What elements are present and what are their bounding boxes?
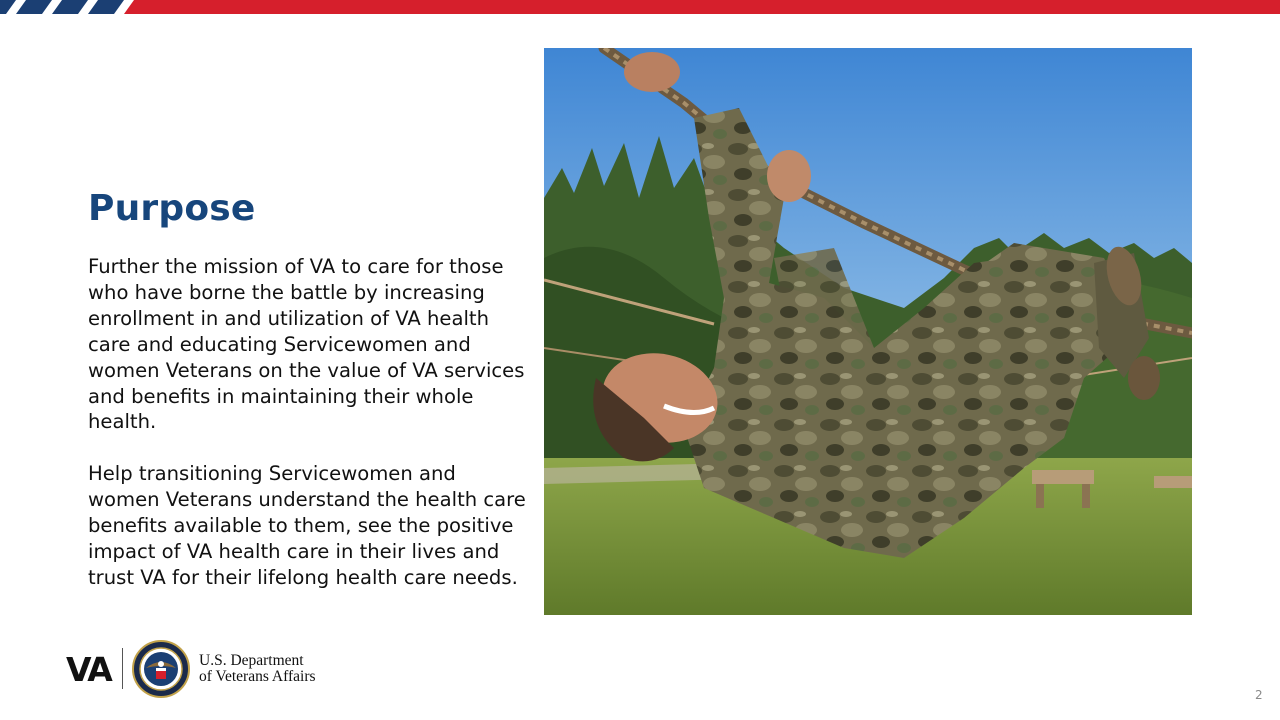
top-stripe-banner xyxy=(0,0,1280,14)
slide-title: Purpose xyxy=(88,188,256,229)
va-seal-icon xyxy=(132,640,190,698)
soldier-rope-climb-photo xyxy=(544,48,1192,615)
va-wordmark: VA xyxy=(66,650,111,689)
department-name xyxy=(199,653,316,685)
logo-divider xyxy=(122,648,123,689)
va-footer-logo xyxy=(66,640,336,698)
slide-body xyxy=(88,254,533,591)
department-line-2: of Veterans Affairs xyxy=(199,668,316,685)
purpose-paragraph-2: Help transitioning Servicewomen and women Veterans understand the health care benefits available to them, see the positive impact of VA health care in their lives and trust VA for their lifelong health care needs. xyxy=(88,462,526,589)
page-number: 2 xyxy=(1255,688,1263,702)
department-line-1: U.S. Department xyxy=(199,652,304,669)
purpose-paragraph-1: Further the mission of VA to care for those who have borne the battle by increasing enrollment in and utilization of VA health care and educating Servicewomen and women Veterans on the value of VA services and benefits in maintaining their whole health. xyxy=(88,255,525,434)
